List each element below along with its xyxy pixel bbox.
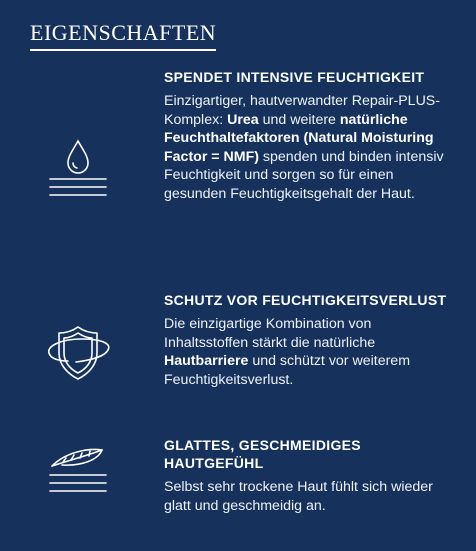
feature-description: Selbst sehr trockene Haut fühlt sich wieder glatt und geschmeidig an. <box>164 479 433 514</box>
water-drop-icon <box>40 136 116 206</box>
page-title: EIGENSCHAFTEN <box>30 20 216 51</box>
feature-heading: SPENDET INTENSIVE FEUCHTIGKEIT <box>164 69 425 85</box>
feature-description: Die einzigartige Kombination von Inhaltsstoffen stärkt die natürliche Hautbarriere und schützt vor weiterem Feuchtigkeitsverlust. <box>164 316 411 388</box>
feature-description: Einzigartiger, hautverwandter Repair-PLUS-Komplex: Urea und weitere natürliche Feuchthaltefaktoren (Natural Moisturing Factor = NMF) spenden und binden intensiv Feuchtigkeit und sorgen so für einen gesunden Feuchtigkeitsgehalt der Haut. <box>164 93 444 202</box>
feature-heading: GLATTES, GESCHMEIDIGES HAUTGEFÜHL <box>164 437 361 471</box>
shield-icon <box>40 319 116 389</box>
feature-heading: SCHUTZ VOR FEUCHTIGKEITSVERLUST <box>164 292 447 308</box>
feather-icon <box>40 436 116 506</box>
